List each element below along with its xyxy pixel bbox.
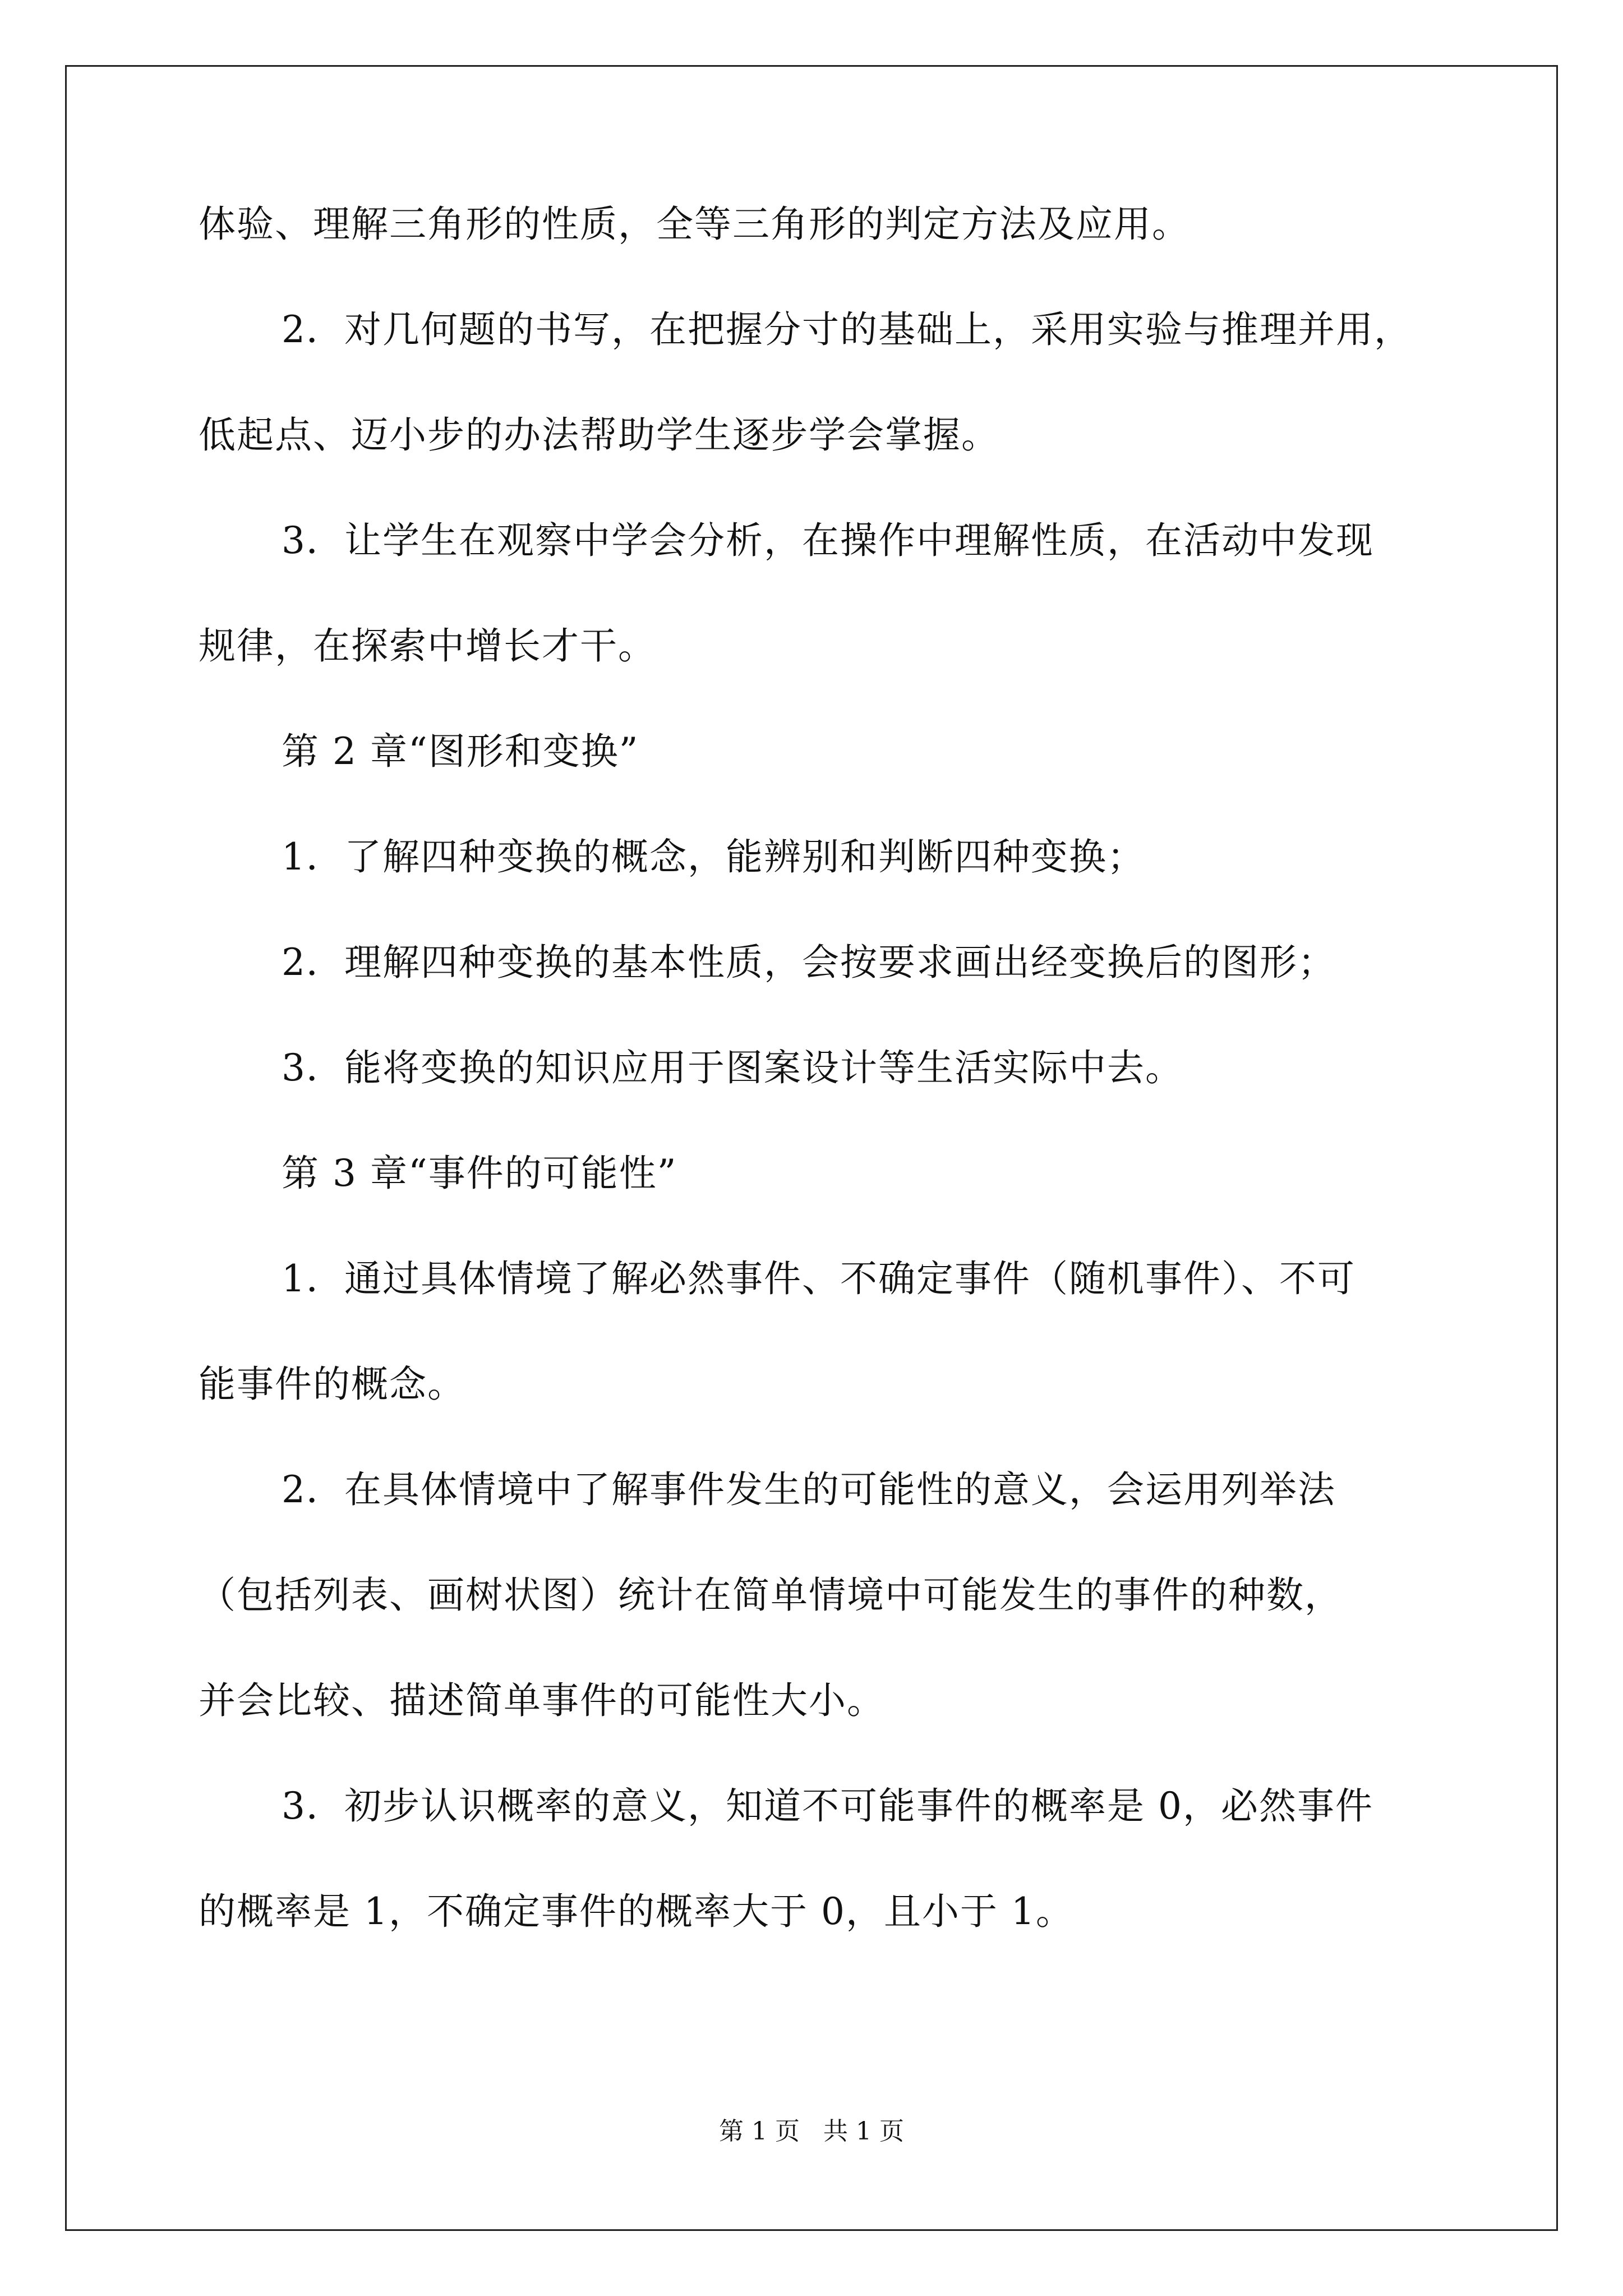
text-line: 并会比较、描述简单事件的可能性大小。 xyxy=(199,1679,885,1722)
text-line: 3．初步认识概率的意义，知道不可能事件的概率是 0，必然事件 xyxy=(282,1784,1373,1828)
text-line: 2．理解四种变换的基本性质，会按要求画出经变换后的图形； xyxy=(282,941,1336,984)
chapter-heading: 第 2 章“图形和变换” xyxy=(282,730,639,773)
chapter-heading: 第 3 章“事件的可能性” xyxy=(282,1152,677,1195)
text-line: 规律，在探索中增长才干。 xyxy=(199,624,656,668)
text-line: 1．了解四种变换的概念，能辨别和判断四种变换； xyxy=(282,835,1145,878)
text-line: 2．在具体情境中了解事件发生的可能性的意义，会运用列举法 xyxy=(282,1468,1336,1511)
text-line: 2．对几何题的书写，在把握分寸的基础上，采用实验与推理并用， xyxy=(282,308,1412,351)
text-line: 能事件的概念。 xyxy=(199,1363,465,1406)
text-line: 体验、理解三角形的性质，全等三角形的判定方法及应用。 xyxy=(199,203,1190,246)
text-line: 的概率是 1，不确定事件的概率大于 0，且小于 1。 xyxy=(199,1890,1074,1933)
text-line: （包括列表、画树状图）统计在简单情境中可能发生的事件的种数， xyxy=(199,1573,1343,1617)
text-line: 1．通过具体情境了解必然事件、不确定事件（随机事件）、不可 xyxy=(282,1257,1355,1300)
text-line: 低起点、迈小步的办法帮助学生逐步学会掌握。 xyxy=(199,413,999,457)
text-line: 3．能将变换的知识应用于图案设计等生活实际中去。 xyxy=(282,1046,1183,1089)
page-footer: 第 1 页 共 1 页 xyxy=(719,2117,904,2146)
text-line: 3．让学生在观察中学会分析，在操作中理解性质，在活动中发现 xyxy=(282,519,1374,562)
